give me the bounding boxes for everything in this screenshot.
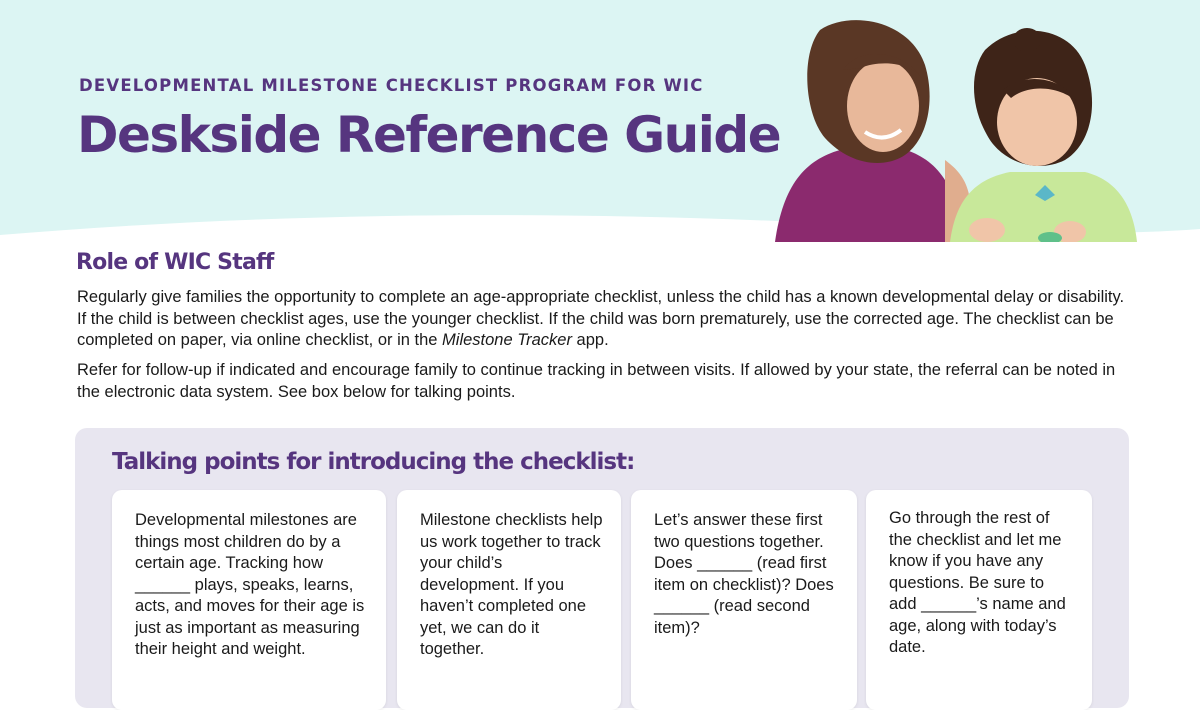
program-eyebrow: DEVELOPMENTAL MILESTONE CHECKLIST PROGRAM FOR WIC — [79, 76, 704, 95]
role-paragraph-1: Regularly give families the opportunity to complete an age-appropriate checklist, unless the child has a known developmental delay or disability. If the child is between checklist ages, use the younger checklist. If the child was born prematurely, use the corrected age. The checklist can be completed on paper, via online checklist, or in the Milestone Tracker app. — [77, 288, 1125, 349]
page-title: Deskside Reference Guide — [77, 106, 781, 164]
milestone-tracker-app-name: Milestone Tracker — [442, 331, 572, 349]
talking-points-heading: Talking points for introducing the checklist: — [112, 449, 635, 475]
role-section-heading: Role of WIC Staff — [76, 250, 274, 275]
talking-point-text: Developmental milestones are things most children do by a certain age. Tracking how ______ plays, speaks, learns, acts, and moves for their age is just as important as measuring their height and weight. — [135, 511, 365, 658]
mother-and-child-photo — [765, 10, 1145, 242]
talking-point-card — [112, 490, 386, 710]
talking-point-text: Milestone checklists help us work together to track your child’s development. If you haven’t completed one yet, we can do it together. — [420, 511, 603, 658]
talking-point-card — [397, 490, 621, 710]
talking-point-card — [631, 490, 857, 710]
talking-point-text: Go through the rest of the checklist and let me know if you have any questions. Be sure to add ______’s name and age, along with today’s date. — [889, 509, 1066, 656]
talking-point-text: Let’s answer these first two questions together. Does ______ (read first item on checklist)? Does ______ (read second item)? — [654, 511, 834, 637]
role-paragraph-2: Refer for follow-up if indicated and encourage family to continue tracking in between visits. If allowed by your state, the referral can be noted in the electronic data system. See box below for talking points. — [77, 361, 1116, 401]
talking-point-card — [866, 490, 1092, 710]
